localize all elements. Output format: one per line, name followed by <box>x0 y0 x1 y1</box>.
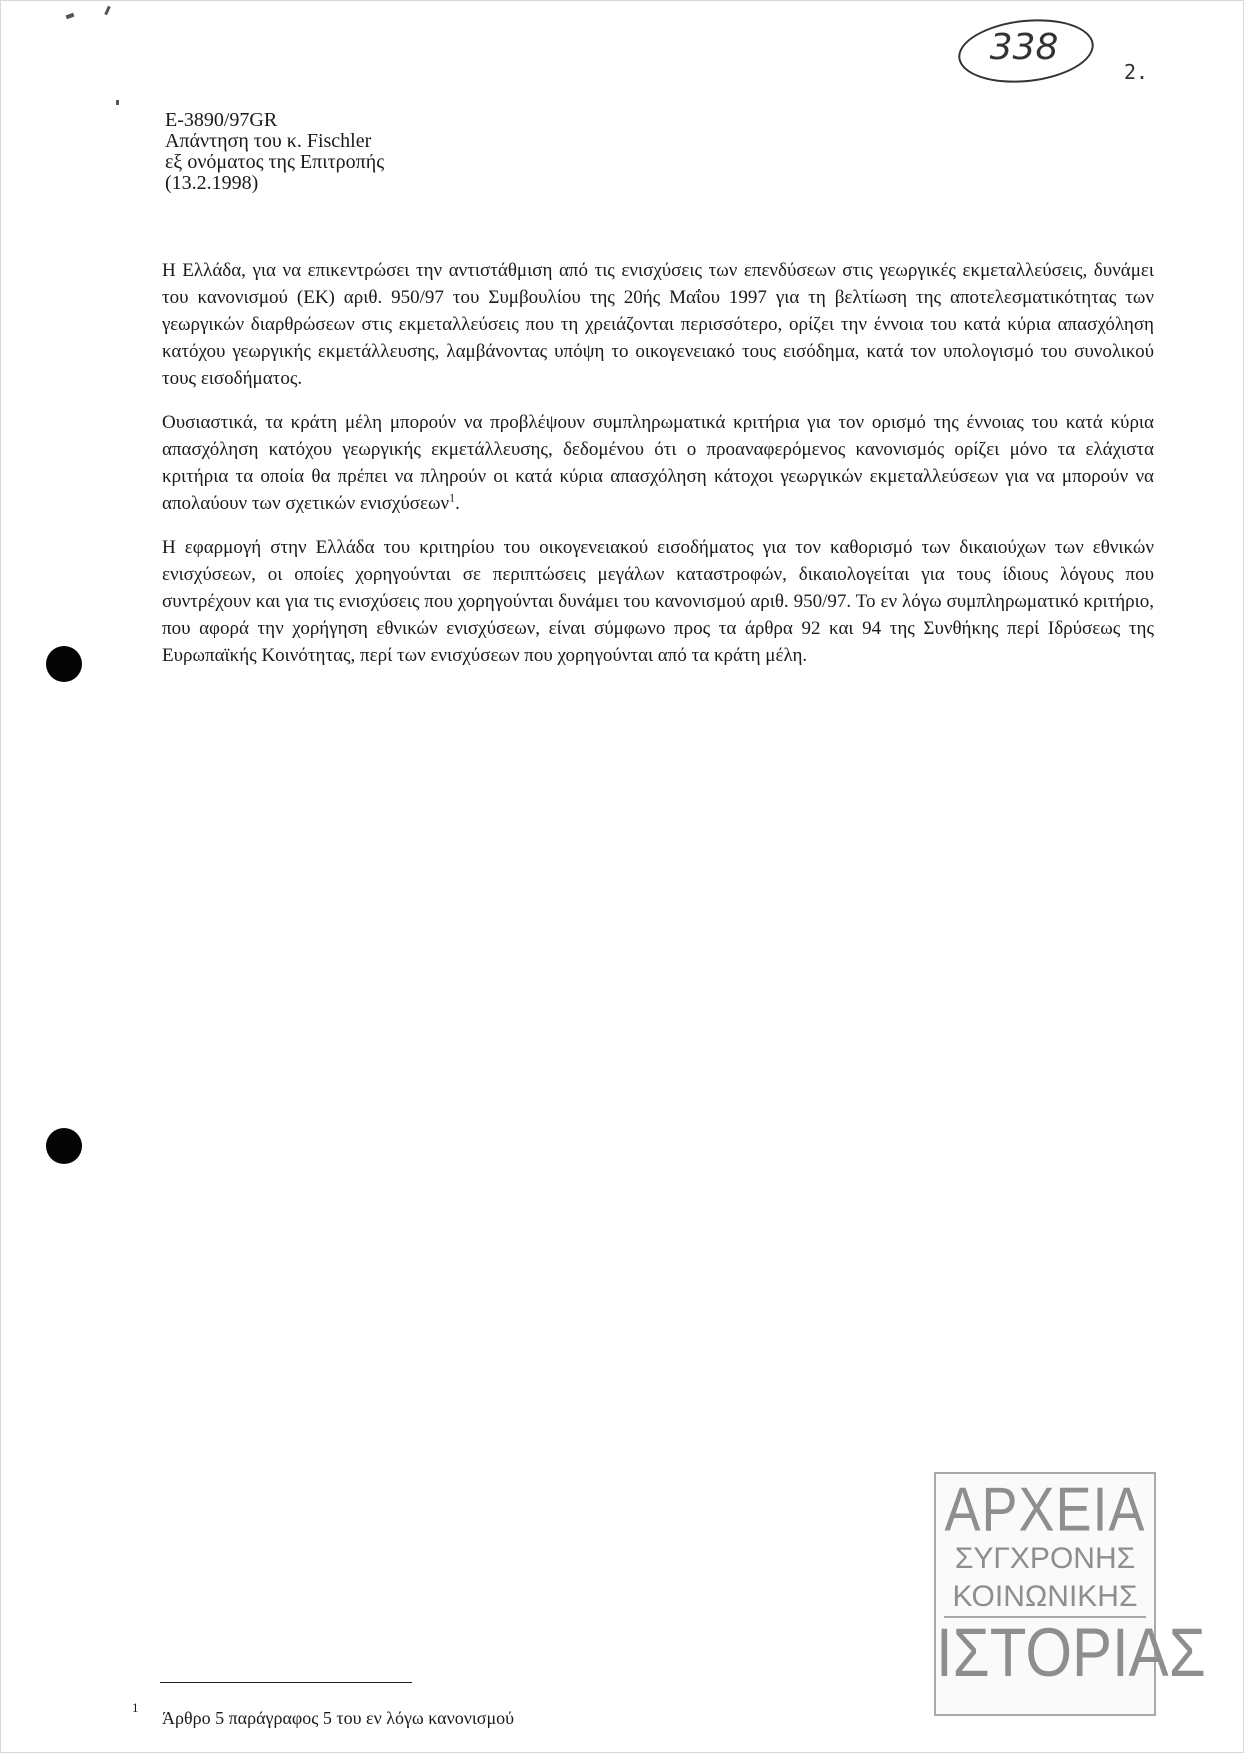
page-number: 2. <box>1124 60 1149 84</box>
footnote-separator <box>160 1682 412 1683</box>
answer-body <box>162 257 1154 686</box>
logo-line-social: ΚΟΙΝΩΝΙΚΗΣ <box>944 1578 1146 1618</box>
paragraph-text: Ουσιαστικά, τα κράτη μέλη μπορούν να προβλέψουν συμπληρωματικά κριτήρια για τον ορισμό της έννοιας του κατά κύρια απασχόληση κατόχου γεωργικής εκμετάλλευσης, δεδομένου ότι ο προαναφερόμενος κανονισμός ορίζει μόνο τα ελάχιστα κριτήρια τα οποία θα πρέπει να πληρούν οι κατά κύρια απασχόληση κάτοχοι γεωργικών εκμεταλλεύσεων για να μπορούν να απολαύουν των σχετικών ενισχύσεων <box>162 412 1154 514</box>
logo-line-history: ΙΣΤΟΡΙΑΣ <box>936 1613 1206 1691</box>
on-behalf-of: εξ ονόματος της Επιτροπής <box>165 151 385 173</box>
footnote-reference[interactable]: 1 <box>449 490 456 505</box>
paragraph-3 <box>162 534 1154 669</box>
footnote-text: Άρθρο 5 παράγραφος 5 του εν λόγω κανονισμού <box>162 1708 515 1728</box>
scan-speck <box>104 6 111 15</box>
answer-date: (13.2.1998) <box>165 172 259 194</box>
paragraph-text: Η εφαρμογή στην Ελλάδα του κριτηρίου του οικογενειακού εισοδήματος για τον καθορισμό των δικαιούχων των εθνικών ενισχύσεων, οι οποίες χορηγούνται σε περιπτώσεις μεγάλων καταστροφών, δικαιολογείται για τους ίδιους λόγους που συντρέχουν και για τις ενισχύσεις που χορηγούνται δυνάμει του κανονισμού αριθ. 950/97. Το εν λόγω συμπληρωματικό κριτήριο, που αφορά την χορήγηση εθνικών ενισχύσεων, είναι σύμφωνο προς τα άρθρα 92 και 94 της Συνθήκης περί Ιδρύσεως της Ευρωπαϊκής Κοινότητας, περί των ενισχύσεων που χορηγούνται από τα κράτη μέλη. <box>162 537 1154 666</box>
question-reference: E-3890/97GR <box>165 109 278 131</box>
scan-speck <box>116 100 119 105</box>
paragraph-2 <box>162 409 1154 517</box>
punch-hole <box>46 646 82 682</box>
answer-author: Απάντηση του κ. Fischler <box>165 130 372 152</box>
footnote-mark: 1 <box>132 1700 139 1715</box>
logo-line-contemporary: ΣΥΓΧΡΟΝΗΣ <box>954 1542 1136 1575</box>
archive-stamp-number: 338 <box>989 27 1059 68</box>
punch-hole <box>46 1128 82 1164</box>
paragraph-1 <box>162 257 1154 392</box>
paragraph-end-punctuation: . <box>455 493 460 514</box>
document-header <box>165 110 384 194</box>
logo-line-archives: ΑΡΧΕΙΑ <box>944 1475 1146 1545</box>
archive-logo <box>934 1472 1206 1716</box>
paragraph-text: Η Ελλάδα, για να επικεντρώσει την αντιστάθμιση από τις ενισχύσεις των επενδύσεων στις γεωργικές εκμεταλλεύσεις, δυνάμει του κανονισμού (ΕΚ) αριθ. 950/97 του Συμβουλίου της 20ής Μαΐου 1997 για τη βελτίωση της αποτελεσματικότητας των γεωργικών διαρθρώσεων στις εκμεταλλεύσεις που τη χρειάζονται περισσότερο, ορίζει την έννοια του κατά κύρια απασχόληση κατόχου γεωργικής εκμετάλλευσης, λαμβάνοντας υπόψη το οικογενειακό τους εισόδημα, κατά τον υπολογισμό του συνολικού τους εισοδήματος. <box>162 260 1154 389</box>
scan-speck <box>66 13 75 19</box>
